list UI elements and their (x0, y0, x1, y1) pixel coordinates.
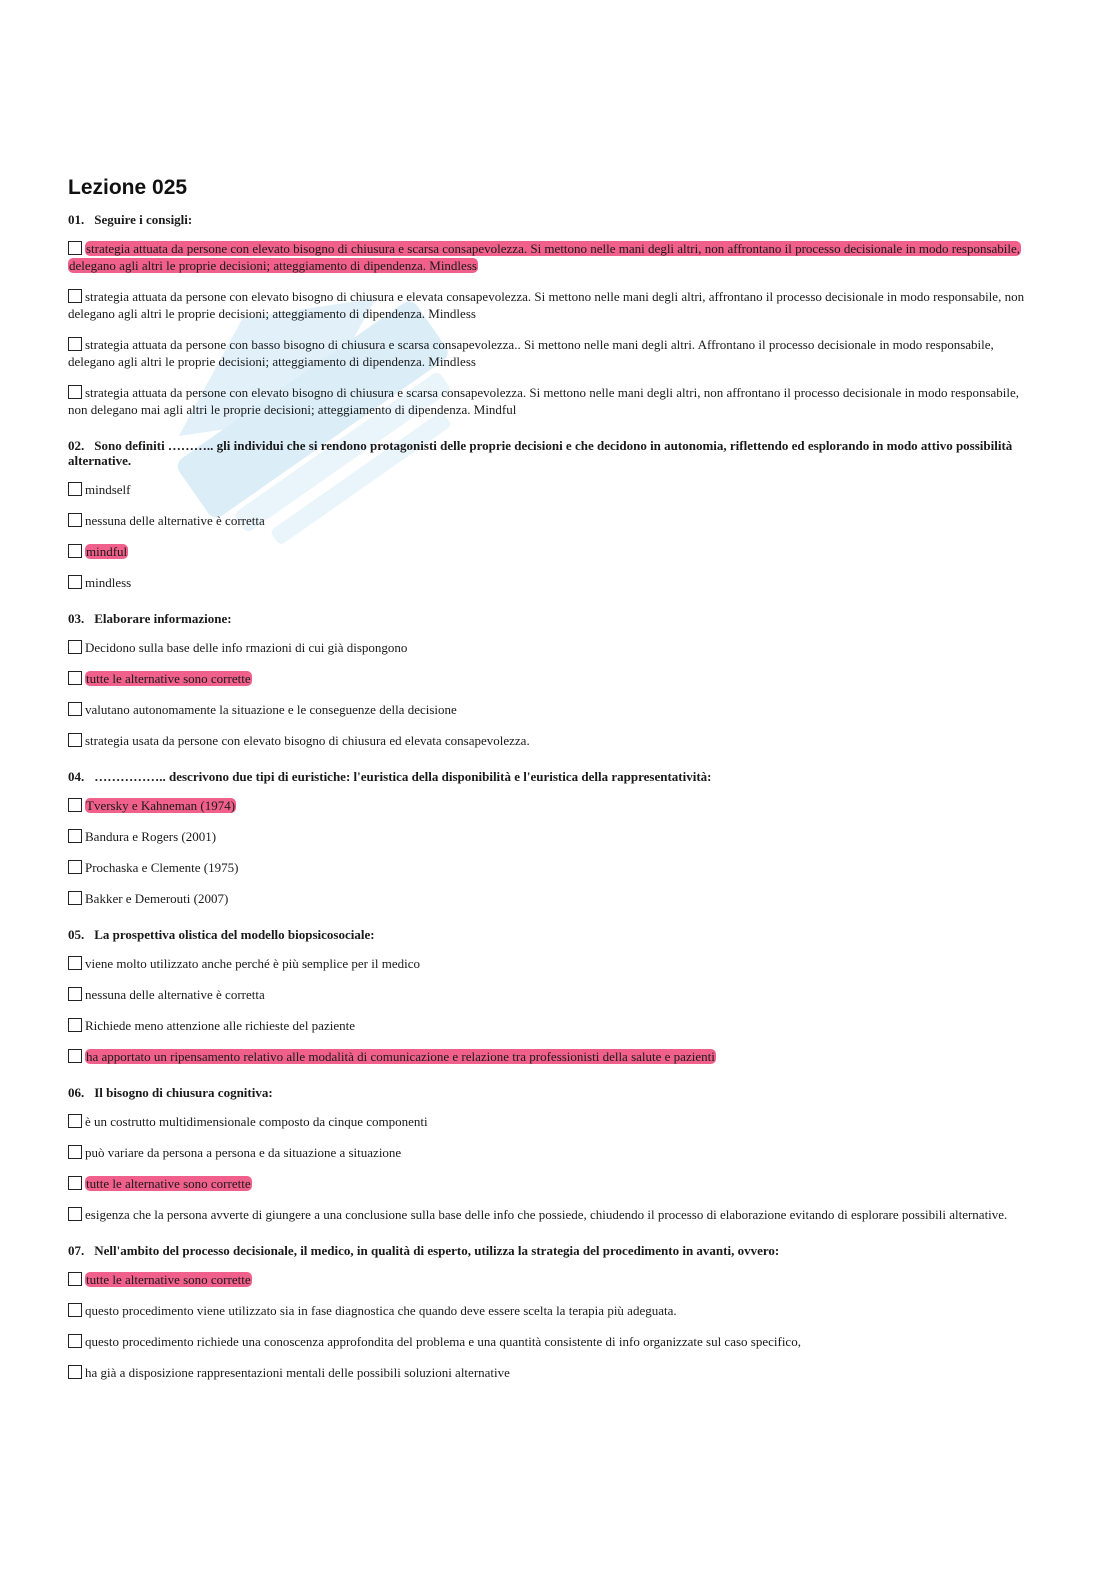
answer-option[interactable] (68, 890, 1038, 907)
answer-option[interactable] (68, 543, 1038, 560)
answer-option[interactable] (68, 1144, 1038, 1161)
answer-text-highlighted: strategia attuata da persone con elevato bisogno di chiusura e scarsa consapevolezza. Si mettono nelle mani degli altri, non affrontano il processo decisionale in modo responsabile, delegano agli altri le proprie decisioni; atteggiamento di dipendenza. Mindless (69, 241, 1021, 273)
checkbox[interactable] (68, 1049, 82, 1063)
answer-text: può variare da persona a persona e da situazione a situazione (85, 1145, 402, 1160)
answer-text: ha già a disposizione rappresentazioni mentali delle possibili soluzioni alternative (85, 1365, 510, 1380)
answer-text-highlighted: tutte le alternative sono corrette (86, 1176, 251, 1191)
checkbox[interactable] (68, 1176, 82, 1190)
question-number: 06. (68, 1085, 85, 1100)
answer-option[interactable] (68, 1175, 1038, 1192)
checkbox[interactable] (68, 289, 82, 303)
checkbox[interactable] (68, 1145, 82, 1159)
answer-text-highlighted: mindful (86, 544, 128, 559)
checkbox[interactable] (68, 241, 82, 255)
checkbox[interactable] (68, 733, 82, 747)
answer-text: strategia attuata da persone con elevato bisogno di chiusura e scarsa consapevolezza. Si mettono nelle mani degli altri, non affrontano il processo decisionale in modo responsabile, non delegano mai agli altri le proprie decisioni; atteggiamento di dipendenza. Mindful (68, 385, 1020, 417)
question-number: 01. (68, 212, 85, 227)
answer-text: nessuna delle alternative è corretta (85, 513, 265, 528)
question-number: 05. (68, 927, 85, 942)
answer-text: mindless (85, 575, 132, 590)
answer-option[interactable] (68, 732, 1038, 749)
answer-text-highlighted: tutte le alternative sono corrette (86, 1272, 251, 1287)
question-prompt: Nell'ambito del processo decisionale, il medico, in qualità di esperto, utilizza la strategia del procedimento in avanti, ovvero: (94, 1243, 780, 1258)
question-number: 03. (68, 611, 85, 626)
checkbox[interactable] (68, 702, 82, 716)
question-prompt: Il bisogno di chiusura cognitiva: (94, 1085, 273, 1100)
question-text (68, 1243, 1038, 1258)
checkbox[interactable] (68, 891, 82, 905)
answer-text: Richiede meno attenzione alle richieste del paziente (85, 1018, 355, 1033)
answer-option[interactable] (68, 336, 1038, 370)
answer-text: Prochaska e Clemente (1975) (85, 860, 239, 875)
answer-option[interactable] (68, 1333, 1038, 1350)
answer-text: Decidono sulla base delle info rmazioni di cui già dispongono (85, 640, 408, 655)
checkbox[interactable] (68, 987, 82, 1001)
document-page (68, 176, 1038, 1401)
answer-text-highlighted: tutte le alternative sono corrette (86, 671, 251, 686)
question-prompt: La prospettiva olistica del modello biopsicosociale: (94, 927, 375, 942)
question-3 (68, 611, 1038, 749)
question-7 (68, 1243, 1038, 1381)
checkbox[interactable] (68, 956, 82, 970)
answer-text: mindself (85, 482, 131, 497)
answer-option[interactable] (68, 1364, 1038, 1381)
question-number: 07. (68, 1243, 85, 1258)
question-text (68, 927, 1038, 942)
checkbox[interactable] (68, 671, 82, 685)
answer-option[interactable] (68, 797, 1038, 814)
question-5 (68, 927, 1038, 1065)
checkbox[interactable] (68, 829, 82, 843)
answer-option[interactable] (68, 288, 1038, 322)
answer-text: esigenza che la persona avverte di giungere a una conclusione sulla base delle info che possiede, chiudendo il processo di elaborazione evitando di esplorare possibili alternative. (85, 1207, 1008, 1222)
checkbox[interactable] (68, 1018, 82, 1032)
question-number: 02. (68, 438, 85, 453)
answer-option[interactable] (68, 1302, 1038, 1319)
answer-option[interactable] (68, 1017, 1038, 1034)
checkbox[interactable] (68, 513, 82, 527)
checkbox[interactable] (68, 482, 82, 496)
checkbox[interactable] (68, 544, 82, 558)
answer-option[interactable] (68, 1113, 1038, 1130)
checkbox[interactable] (68, 640, 82, 654)
answer-text: viene molto utilizzato anche perché è più semplice per il medico (85, 956, 420, 971)
question-prompt: Seguire i consigli: (94, 212, 193, 227)
answer-option[interactable] (68, 859, 1038, 876)
answer-option[interactable] (68, 481, 1038, 498)
answer-text-highlighted: Tversky e Kahneman (1974) (86, 798, 236, 813)
question-prompt: Elaborare informazione: (94, 611, 232, 626)
question-6 (68, 1085, 1038, 1223)
answer-option[interactable] (68, 955, 1038, 972)
checkbox[interactable] (68, 1365, 82, 1379)
checkbox[interactable] (68, 1114, 82, 1128)
checkbox[interactable] (68, 385, 82, 399)
answer-text: nessuna delle alternative è corretta (85, 987, 265, 1002)
checkbox[interactable] (68, 860, 82, 874)
question-prompt: Sono definiti ……….. gli individui che si rendono protagonisti delle proprie decisioni e che decidono in autonomia, riflettendo ed esplorando in modo attivo possibilità alternative. (68, 438, 1013, 468)
question-text (68, 611, 1038, 626)
answer-option[interactable] (68, 639, 1038, 656)
page-title: Lezione 025 (68, 176, 188, 199)
checkbox[interactable] (68, 1303, 82, 1317)
answer-option[interactable] (68, 574, 1038, 591)
answer-option[interactable] (68, 670, 1038, 687)
answer-option[interactable] (68, 240, 1038, 274)
answer-text: valutano autonomamente la situazione e le conseguenze della decisione (85, 702, 457, 717)
question-text (68, 438, 1038, 468)
checkbox[interactable] (68, 798, 82, 812)
question-2 (68, 438, 1038, 591)
answer-option[interactable] (68, 701, 1038, 718)
question-number: 04. (68, 769, 85, 784)
question-list (68, 212, 1038, 1381)
answer-option[interactable] (68, 1271, 1038, 1288)
answer-text: strategia attuata da persone con basso bisogno di chiusura e scarsa consapevolezza.. Si mettono nelle mani degli altri. Affrontano il processo decisionale in modo responsabile, delegano agli altri le proprie decisioni; atteggiamento di dipendenza. Mindless (68, 337, 994, 369)
checkbox[interactable] (68, 1272, 82, 1286)
question-4 (68, 769, 1038, 907)
answer-option[interactable] (68, 986, 1038, 1003)
answer-text: Bakker e Demerouti (2007) (85, 891, 229, 906)
answer-option[interactable] (68, 1048, 1038, 1065)
answer-text: è un costrutto multidimensionale composto da cinque componenti (85, 1114, 428, 1129)
checkbox[interactable] (68, 1334, 82, 1348)
question-text (68, 1085, 1038, 1100)
answer-option[interactable] (68, 512, 1038, 529)
answer-option[interactable] (68, 1206, 1038, 1223)
question-prompt: …………….. descrivono due tipi di euristiche: l'euristica della disponibilità e l'euristica della rappresentatività: (94, 769, 712, 784)
checkbox[interactable] (68, 337, 82, 351)
answer-text: strategia usata da persone con elevato bisogno di chiusura ed elevata consapevolezza. (85, 733, 530, 748)
question-text (68, 769, 1038, 784)
answer-text: questo procedimento richiede una conoscenza approfondita del problema e una quantità consistente di info organizzate sul caso specifico, (85, 1334, 801, 1349)
answer-text-highlighted: ha apportato un ripensamento relativo alle modalità di comunicazione e relazione tra professionisti della salute e pazienti (86, 1049, 715, 1064)
answer-text: questo procedimento viene utilizzato sia in fase diagnostica che quando deve essere scelta la terapia più adeguata. (85, 1303, 677, 1318)
answer-option[interactable] (68, 828, 1038, 845)
answer-option[interactable] (68, 384, 1038, 418)
checkbox[interactable] (68, 1207, 82, 1221)
question-text (68, 212, 1038, 227)
answer-text: Bandura e Rogers (2001) (85, 829, 217, 844)
answer-text: strategia attuata da persone con elevato bisogno di chiusura e elevata consapevolezza. Si mettono nelle mani degli altri, affrontano il processo decisionale in modo responsabile, non delegano agli altri le proprie decisioni; atteggiamento di dipendenza. Mindless (68, 289, 1025, 321)
checkbox[interactable] (68, 575, 82, 589)
question-1 (68, 212, 1038, 418)
